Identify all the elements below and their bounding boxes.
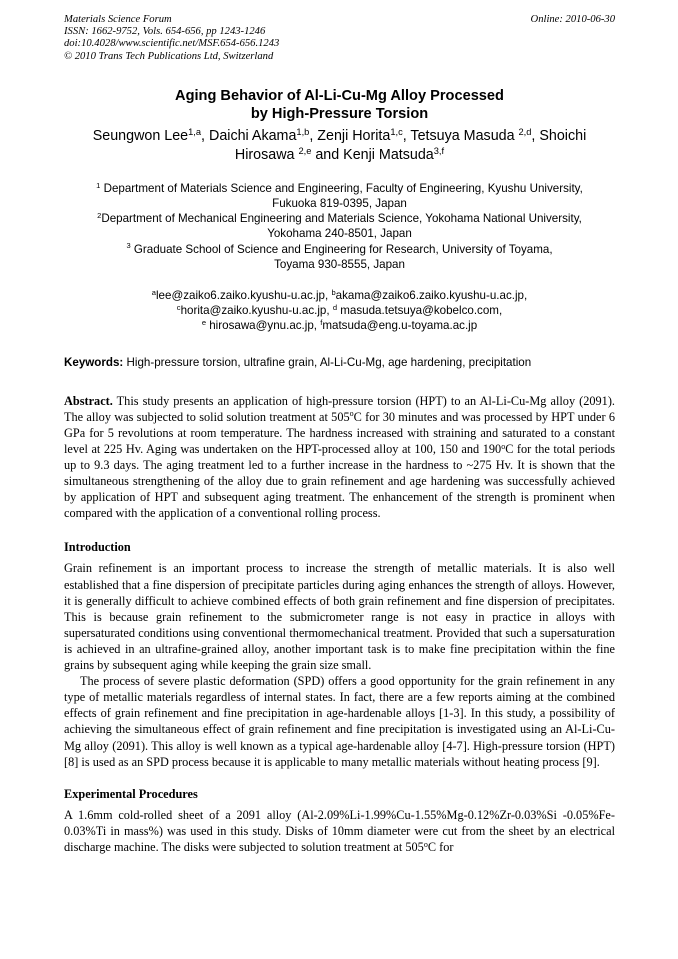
author-name: , Tetsuya Masuda (402, 127, 519, 144)
affiliation-number: 3 (126, 241, 131, 251)
paper-title (64, 87, 615, 124)
degree-mark: o (423, 839, 428, 849)
copyright-line: © 2010 Trans Tech Publications Ltd, Switzerland (64, 50, 274, 62)
author-affil-mark: 1,b (296, 126, 310, 137)
abstract-text: C for the total periods up to 9.3 days. The aging treatment led to a further increase in the hardness to ~275 Hv. It is shown that the simultaneous strengthening of the alloy due to grain refinement and age hardening was successfully achieved by application of HPT and subsequent aging treatment. The enhancement of the strength is prominent when compared with the application of a conventional rolling process. (64, 441, 615, 521)
email-link: matsuda@eng.u-toyama.ac.jp (322, 319, 478, 333)
title-line-1: Aging Behavior of Al-Li-Cu-Mg Alloy Processed (175, 87, 504, 104)
email-list (64, 288, 615, 334)
affiliation-text: Department of Mechanical Engineering and Materials Science, Yokohama National University, (101, 212, 582, 226)
author-affil-mark: 3,f (433, 146, 445, 157)
email-link: horita@zaiko.kyushu-u.ac.jp, (180, 304, 333, 318)
email-link: hirosawa@ynu.ac.jp, (206, 319, 321, 333)
experimental-text: A 1.6mm cold-rolled sheet of a 2091 alloy (Al-2.09%Li-1.99%Cu-1.55%Mg-0.12%Zr-0.03%Si -0.05%Fe-0.03%Ti in mass%) was used in this study. Disks of 10mm diameter were cut from the sheet by an electrical discharge machine. The disks were subjected to solution treatment at 505 (64, 807, 615, 854)
author-name: , Daichi Akama (201, 127, 297, 144)
introduction-heading: Introduction (64, 540, 131, 555)
issn-line: ISSN: 1662-9752, Vols. 654-656, pp 1243-1246 (64, 26, 266, 38)
email-line-1 (64, 288, 615, 303)
paper-page (64, 14, 615, 855)
affiliation-address: Fukuoka 819-0395, Japan (272, 197, 407, 211)
experimental-paragraph (64, 807, 615, 855)
abstract-text: This study presents an application of high-pressure torsion (HPT) to an Al-Li-Cu-Mg alloy (2091). The alloy was subjected to solid solution treatment at 505 (64, 393, 615, 424)
email-mark: a (151, 287, 156, 297)
email-mark: c (176, 303, 181, 313)
email-mark: b (331, 287, 336, 297)
journal-name: Materials Science Forum (64, 14, 172, 25)
affiliation-number: 2 (97, 211, 102, 221)
keywords-text: High-pressure torsion, ultrafine grain, Al-Li-Cu-Mg, age hardening, precipitation (123, 355, 532, 369)
introduction-paragraph-2: The process of severe plastic deformation (SPD) offers a good opportunity for the grain refinement in any type of metallic materials regardless of internal states. In fact, there are a few reports aiming at the combined effects of grain refinement and fine precipitation in age-hardenable alloys [1-3]. In this study, a possibility of achieving the simultaneous effect of grain refinement and fine precipitation is investigated using an Al-Li-Cu-Mg alloy (2091). This alloy is well known as a typical age-hardenable alloy [4-7]. High-pressure torsion (HPT) [8] is used as an SPD process because it is applicable to many metallic materials without heating process [9]. (64, 674, 615, 769)
affiliation-address: Toyama 930-8555, Japan (274, 257, 405, 271)
email-link: lee@zaiko6.zaiko.kyushu-u.ac.jp, (155, 289, 332, 303)
abstract (64, 393, 615, 522)
affiliation-2 (64, 211, 615, 241)
author-name: , Zenji Horita (309, 127, 391, 144)
journal-header (64, 14, 615, 63)
abstract-text: C for 30 minutes and was processed by HPT under 6 GPa for 5 revolutions at room temperature. The hardness increased with straining and saturated to a constant level at 225 Hv. Aging was undertaken on the HPT-processed alloy at 100, 150 and 190 (64, 409, 615, 456)
degree-mark: o (349, 409, 354, 419)
affiliation-number: 1 (96, 180, 101, 190)
author-list (64, 127, 615, 166)
email-mark: e (201, 318, 207, 328)
email-line-2 (64, 303, 615, 318)
affiliation-3 (64, 242, 615, 272)
author-affil-mark: 2,e (298, 146, 312, 157)
keywords (64, 355, 615, 370)
affiliation-text: Department of Materials Science and Engineering, Faculty of Engineering, Kyushu University, (103, 181, 583, 195)
author-affil-mark: 2,d (518, 126, 532, 137)
introduction-paragraph-1: Grain refinement is an important process to increase the strength of metallic materials. It is also well established that a fine dispersion of precipitate particles during aging enhances the strength of alloys. However, it is generally difficult to achieve combined effects of both grain refinement and fine dispersion of precipitates. This is because grain refinement to the submicrometer range is not easy in practice in alloys with supersaturated conditions using conventional thermomechanical treatment. Provided that such a supersaturation is achieved in an ultrafine-grained alloy, another important task is to make fine precipitation within the fine grains by subsequent aging while keeping the grain size small. (64, 561, 615, 673)
doi-line: doi:10.4028/www.scientific.net/MSF.654-656.1243 (64, 38, 280, 50)
online-date: Online: 2010-06-30 (530, 14, 615, 25)
author-name: and Kenji Matsuda (311, 147, 434, 164)
experimental-heading: Experimental Procedures (64, 786, 198, 801)
email-link: akama@zaiko6.zaiko.kyushu-u.ac.jp, (335, 289, 528, 303)
keywords-label: Keywords: (64, 355, 124, 369)
email-mark: d (332, 303, 338, 313)
affiliation-1 (64, 181, 615, 211)
author-affil-mark: 1,a (188, 126, 202, 137)
abstract-label: Abstract. (64, 393, 113, 408)
title-line-2: by High-Pressure Torsion (250, 106, 429, 123)
email-link: masuda.tetsuya@kobelco.com, (337, 304, 503, 318)
author-name: Seungwon Lee (92, 127, 189, 144)
degree-mark: o (501, 441, 506, 451)
affiliation-address: Yokohama 240-8501, Japan (267, 227, 412, 241)
affiliation-text: Graduate School of Science and Engineering for Research, University of Toyama, (133, 242, 553, 256)
experimental-text: C for (427, 839, 454, 854)
email-line-3 (64, 318, 615, 333)
affiliation-list (64, 181, 615, 272)
email-mark: f (320, 318, 323, 328)
author-name: , Shoichi Hirosawa (234, 127, 587, 164)
author-affil-mark: 1,c (390, 126, 403, 137)
